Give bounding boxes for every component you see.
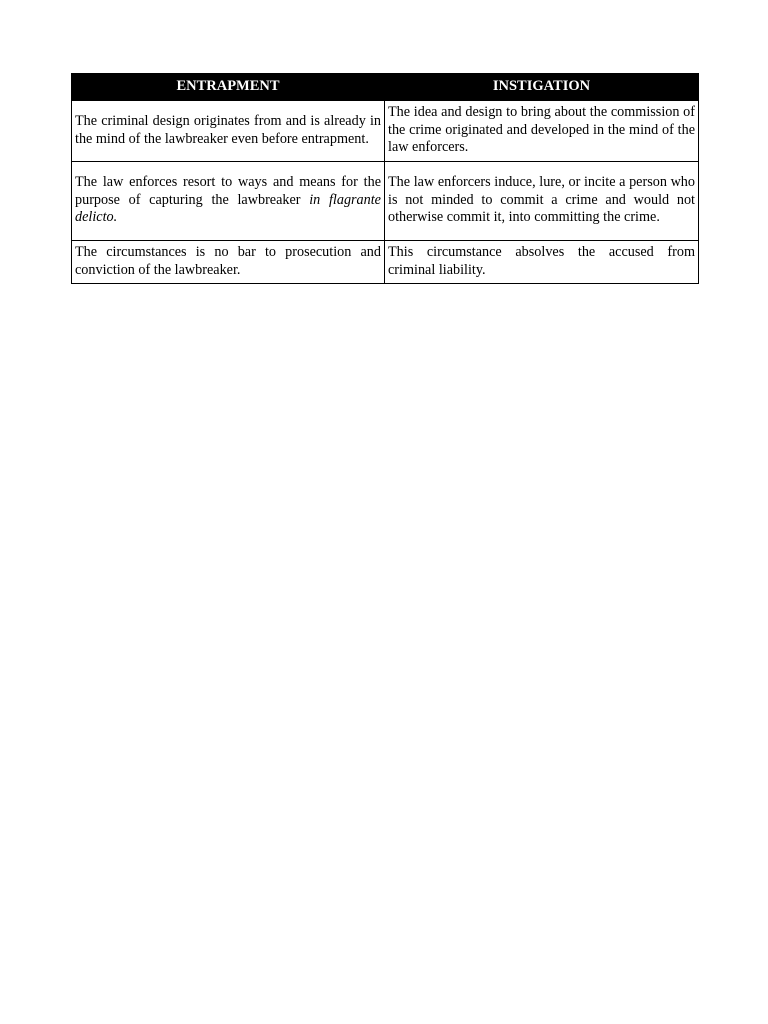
header-instigation: INSTIGATION — [385, 74, 699, 101]
entrapment-text: The law enforces resort to ways and means for the purpose of capturing the lawbreaker — [75, 173, 381, 208]
table-row — [72, 101, 699, 162]
table-header-row — [72, 74, 699, 101]
entrapment-cell: The criminal design originates from and is already in the mind of the lawbreaker even before entrapment. — [72, 101, 385, 162]
instigation-cell: The law enforcers induce, lure, or incite a person who is not minded to commit a crime and would not otherwise commit it, into committing the crime. — [385, 162, 699, 241]
latin-phrase: in flagrante delicto. — [75, 191, 381, 226]
entrapment-cell: The circumstances is no bar to prosecution and conviction of the lawbreaker. — [72, 241, 385, 284]
entrapment-instigation-table — [71, 73, 699, 284]
table-row — [72, 241, 699, 284]
instigation-cell: This circumstance absolves the accused from criminal liability. — [385, 241, 699, 284]
entrapment-cell — [72, 162, 385, 241]
header-entrapment: ENTRAPMENT — [72, 74, 385, 101]
table-row — [72, 162, 699, 241]
instigation-cell: The idea and design to bring about the commission of the crime originated and developed in the mind of the law enforcers. — [385, 101, 699, 162]
